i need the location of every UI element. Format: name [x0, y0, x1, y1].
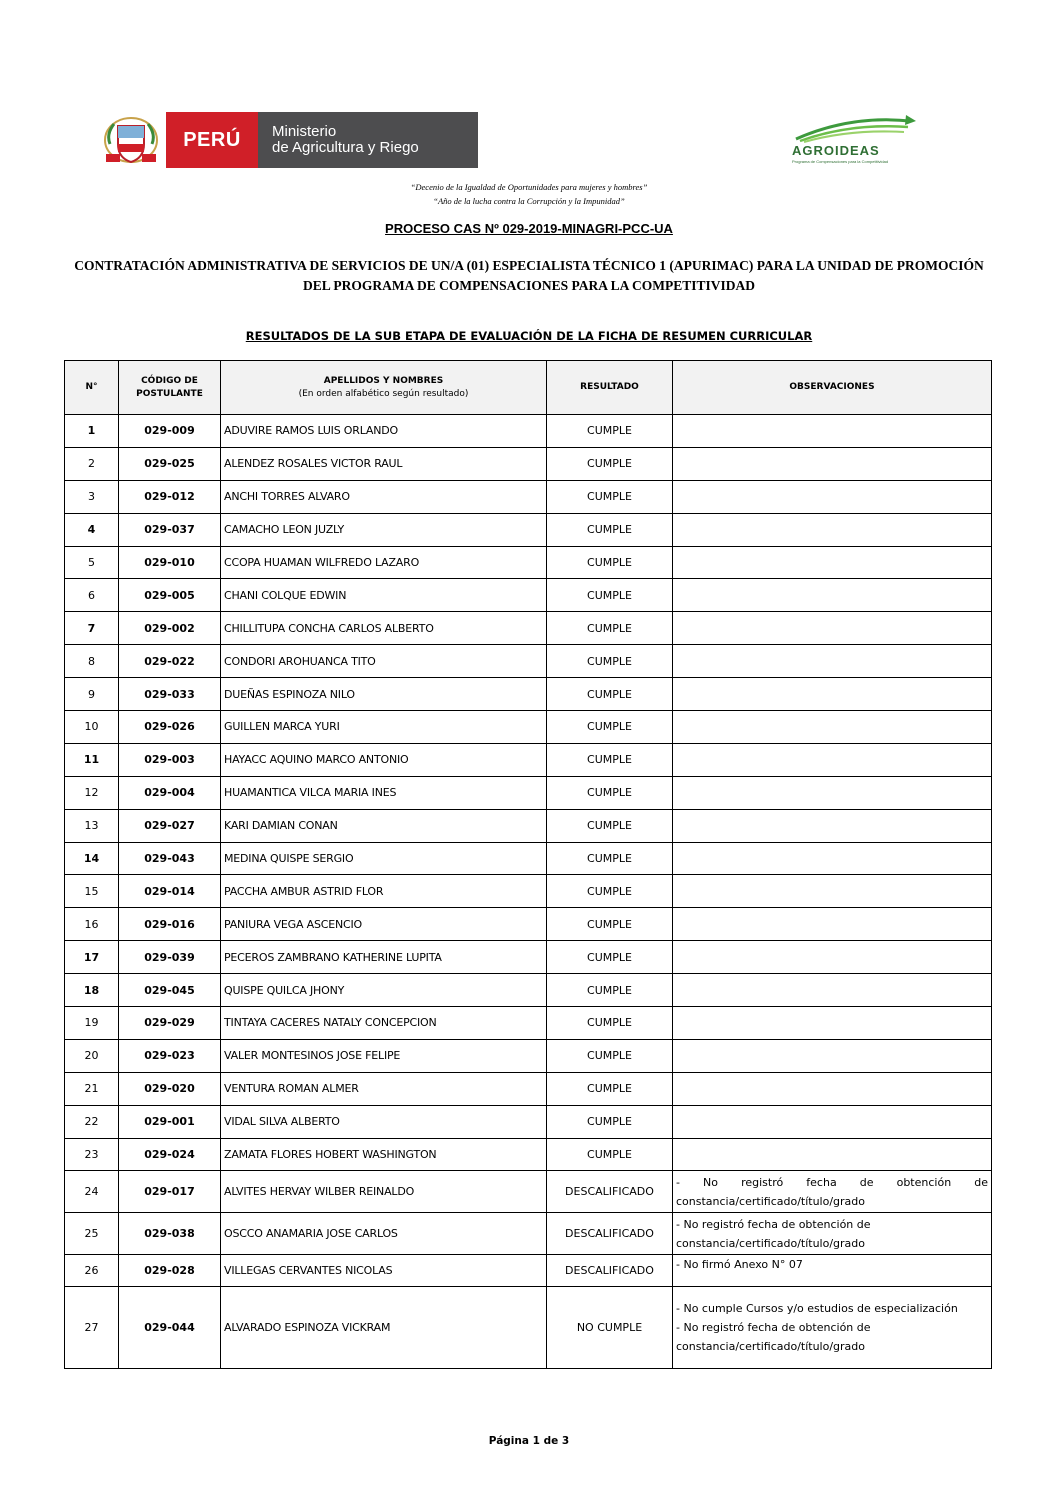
row-result: CUMPLE [547, 645, 673, 678]
row-code: 029-043 [119, 842, 221, 875]
row-observations [673, 842, 992, 875]
observation-line: - No cumple Cursos y/o estudios de especialización [676, 1302, 958, 1316]
row-number: 7 [65, 612, 119, 645]
row-observations [673, 612, 992, 645]
row-name: PACCHA AMBUR ASTRID FLOR [221, 875, 547, 908]
row-name: DUEÑAS ESPINOZA NILO [221, 678, 547, 711]
row-code: 029-004 [119, 776, 221, 809]
header-nombres [221, 361, 547, 415]
row-observations [673, 1007, 992, 1040]
coat-of-arms-icon [100, 114, 162, 166]
row-number: 16 [65, 908, 119, 941]
row-number: 8 [65, 645, 119, 678]
row-code: 029-024 [119, 1138, 221, 1171]
table-row [65, 809, 992, 842]
row-code: 029-045 [119, 974, 221, 1007]
row-result: CUMPLE [547, 875, 673, 908]
agroideas-name: AGROIDEAS [792, 143, 880, 158]
row-observations [673, 941, 992, 974]
row-result: NO CUMPLE [547, 1287, 673, 1369]
row-observations [673, 579, 992, 612]
row-code: 029-016 [119, 908, 221, 941]
anio-line: “Año de la lucha contra la Corrupción y la Impunidad” [433, 196, 625, 206]
row-observations [673, 546, 992, 579]
row-observations [673, 447, 992, 480]
row-observations [673, 513, 992, 546]
row-number: 14 [65, 842, 119, 875]
decenio-line: “Decenio de la Igualdad de Oportunidades para mujeres y hombres” [410, 182, 648, 192]
row-observations [673, 875, 992, 908]
row-result: CUMPLE [547, 612, 673, 645]
row-number: 25 [65, 1213, 119, 1255]
row-name: HAYACC AQUINO MARCO ANTONIO [221, 743, 547, 776]
row-result: CUMPLE [547, 842, 673, 875]
table-row [65, 579, 992, 612]
results-table [64, 360, 992, 1369]
row-name: QUISPE QUILCA JHONY [221, 974, 547, 1007]
row-name: HUAMANTICA VILCA MARIA INES [221, 776, 547, 809]
ministerio-line-2: de Agricultura y Riego [272, 139, 419, 156]
row-result: DESCALIFICADO [547, 1171, 673, 1213]
row-observations [673, 809, 992, 842]
row-observations [673, 645, 992, 678]
row-observations [673, 1138, 992, 1171]
row-code: 029-037 [119, 513, 221, 546]
row-name: ZAMATA FLORES HOBERT WASHINGTON [221, 1138, 547, 1171]
row-name: ALENDEZ ROSALES VICTOR RAUL [221, 447, 547, 480]
row-observations [673, 974, 992, 1007]
row-name: PECEROS ZAMBRANO KATHERINE LUPITA [221, 941, 547, 974]
proceso-title: PROCESO CAS Nº 029-2019-MINAGRI-PCC-UA [385, 221, 673, 236]
header-nombres-line-2: (En orden alfabético según resultado) [298, 388, 469, 399]
row-code: 029-002 [119, 612, 221, 645]
row-name: OSCCO ANAMARIA JOSE CARLOS [221, 1213, 547, 1255]
agroideas-logo [790, 113, 920, 165]
row-number: 21 [65, 1072, 119, 1105]
table-row [65, 1138, 992, 1171]
row-number: 20 [65, 1039, 119, 1072]
table-header-row [65, 361, 992, 415]
table-row [65, 1287, 992, 1369]
row-code: 029-009 [119, 415, 221, 448]
row-observations [673, 415, 992, 448]
row-number: 5 [65, 546, 119, 579]
row-observations [673, 743, 992, 776]
row-observations [673, 1039, 992, 1072]
table-row [65, 1171, 992, 1213]
row-name: KARI DAMIAN CONAN [221, 809, 547, 842]
row-result: CUMPLE [547, 1072, 673, 1105]
table-row [65, 645, 992, 678]
peru-label: PERÚ [166, 112, 258, 168]
row-result: CUMPLE [547, 1007, 673, 1040]
table-body [65, 415, 992, 1369]
row-number: 19 [65, 1007, 119, 1040]
row-code: 029-027 [119, 809, 221, 842]
row-code: 029-010 [119, 546, 221, 579]
row-code: 029-001 [119, 1105, 221, 1138]
row-observations: - No registró fecha de obtención de constancia/certificado/título/grado [673, 1171, 992, 1213]
agroideas-tagline: Programa de Compensaciones para la Competitividad [792, 159, 889, 164]
row-name: CCOPA HUAMAN WILFREDO LAZARO [221, 546, 547, 579]
header-observaciones: OBSERVACIONES [673, 361, 992, 415]
row-number: 11 [65, 743, 119, 776]
row-name: TINTAYA CACERES NATALY CONCEPCION [221, 1007, 547, 1040]
table-row [65, 974, 992, 1007]
row-name: ANCHI TORRES ALVARO [221, 480, 547, 513]
row-name: VALER MONTESINOS JOSE FELIPE [221, 1039, 547, 1072]
row-code: 029-003 [119, 743, 221, 776]
row-result: CUMPLE [547, 678, 673, 711]
row-number: 1 [65, 415, 119, 448]
row-number: 23 [65, 1138, 119, 1171]
table-row [65, 908, 992, 941]
agroideas-swoosh-icon [790, 113, 920, 143]
page-number: Página 1 de 3 [488, 1435, 570, 1447]
row-code: 029-026 [119, 711, 221, 744]
row-result: CUMPLE [547, 1039, 673, 1072]
table-row [65, 1007, 992, 1040]
row-result: CUMPLE [547, 974, 673, 1007]
table-row [65, 776, 992, 809]
minagri-logo [100, 112, 478, 168]
row-code: 029-025 [119, 447, 221, 480]
row-code: 029-017 [119, 1171, 221, 1213]
row-observations [673, 1072, 992, 1105]
row-code: 029-044 [119, 1287, 221, 1369]
row-code: 029-005 [119, 579, 221, 612]
row-code: 029-038 [119, 1213, 221, 1255]
row-name: VIDAL SILVA ALBERTO [221, 1105, 547, 1138]
row-observations: - No registró fecha de obtención de constancia/certificado/título/grado [673, 1213, 992, 1255]
table-row [65, 447, 992, 480]
row-observations [673, 480, 992, 513]
row-name: VILLEGAS CERVANTES NICOLAS [221, 1255, 547, 1287]
row-result: CUMPLE [547, 941, 673, 974]
table-row [65, 612, 992, 645]
row-number: 9 [65, 678, 119, 711]
row-number: 22 [65, 1105, 119, 1138]
ministerio-label [258, 112, 478, 168]
document-title: CONTRATACIÓN ADMINISTRATIVA DE SERVICIOS DE UN/A (01) ESPECIALISTA TÉCNICO 1 (APURIMAC) PARA LA UNIDAD DE PROMOCIÓN DEL PROGRAMA DE COMPENSACIONES PARA LA COMPETITIVIDAD [74, 258, 984, 293]
table-row [65, 1072, 992, 1105]
row-code: 029-020 [119, 1072, 221, 1105]
row-result: CUMPLE [547, 711, 673, 744]
table-row [65, 1105, 992, 1138]
row-result: CUMPLE [547, 1105, 673, 1138]
row-observations [673, 1287, 992, 1369]
row-number: 12 [65, 776, 119, 809]
observation-line: - No registró fecha de obtención de constancia/certificado/título/grado [676, 1321, 871, 1354]
table-row [65, 711, 992, 744]
row-result: CUMPLE [547, 513, 673, 546]
table-row [65, 1255, 992, 1287]
row-name: MEDINA QUISPE SERGIO [221, 842, 547, 875]
row-result: CUMPLE [547, 546, 673, 579]
row-code: 029-023 [119, 1039, 221, 1072]
row-number: 24 [65, 1171, 119, 1213]
row-observations: - No firmó Anexo N° 07 [673, 1255, 992, 1287]
row-name: ADUVIRE RAMOS LUIS ORLANDO [221, 415, 547, 448]
row-result: DESCALIFICADO [547, 1213, 673, 1255]
row-result: CUMPLE [547, 579, 673, 612]
header-nombres-line-1: APELLIDOS Y NOMBRES [323, 375, 444, 386]
row-result: CUMPLE [547, 743, 673, 776]
row-code: 029-028 [119, 1255, 221, 1287]
row-observations [673, 776, 992, 809]
row-name: VENTURA ROMAN ALMER [221, 1072, 547, 1105]
header-codigo [119, 361, 221, 415]
row-result: DESCALIFICADO [547, 1255, 673, 1287]
row-number: 6 [65, 579, 119, 612]
row-result: CUMPLE [547, 447, 673, 480]
row-code: 029-033 [119, 678, 221, 711]
row-result: CUMPLE [547, 1138, 673, 1171]
row-number: 17 [65, 941, 119, 974]
row-number: 13 [65, 809, 119, 842]
row-name: GUILLEN MARCA YURI [221, 711, 547, 744]
row-number: 10 [65, 711, 119, 744]
row-name: ALVARADO ESPINOZA VICKRAM [221, 1287, 547, 1369]
row-name: CHILLITUPA CONCHA CARLOS ALBERTO [221, 612, 547, 645]
row-code: 029-022 [119, 645, 221, 678]
row-name: PANIURA VEGA ASCENCIO [221, 908, 547, 941]
table-row [65, 842, 992, 875]
header-codigo-line-2: POSTULANTE [136, 388, 203, 399]
row-result: CUMPLE [547, 908, 673, 941]
row-observations [673, 711, 992, 744]
row-number: 27 [65, 1287, 119, 1369]
row-result: CUMPLE [547, 480, 673, 513]
row-name: CAMACHO LEON JUZLY [221, 513, 547, 546]
table-row [65, 875, 992, 908]
table-row [65, 1039, 992, 1072]
header-resultado: RESULTADO [547, 361, 673, 415]
row-code: 029-039 [119, 941, 221, 974]
table-row [65, 743, 992, 776]
row-number: 18 [65, 974, 119, 1007]
row-observations [673, 1105, 992, 1138]
table-row [65, 415, 992, 448]
row-observations [673, 908, 992, 941]
row-name: ALVITES HERVAY WILBER REINALDO [221, 1171, 547, 1213]
ministerio-line-1: Ministerio [272, 123, 337, 140]
row-name: CONDORI AROHUANCA TITO [221, 645, 547, 678]
row-observations [673, 678, 992, 711]
header-codigo-line-1: CÓDIGO DE [141, 375, 198, 386]
row-code: 029-014 [119, 875, 221, 908]
row-number: 4 [65, 513, 119, 546]
row-code: 029-029 [119, 1007, 221, 1040]
row-code: 029-012 [119, 480, 221, 513]
header-num: N° [65, 361, 119, 415]
row-result: CUMPLE [547, 415, 673, 448]
results-subtitle: RESULTADOS DE LA SUB ETAPA DE EVALUACIÓN DE LA FICHA DE RESUMEN CURRICULAR [245, 329, 813, 343]
row-name: CHANI COLQUE EDWIN [221, 579, 547, 612]
table-row [65, 1213, 992, 1255]
table-row [65, 678, 992, 711]
table-row [65, 513, 992, 546]
row-number: 15 [65, 875, 119, 908]
row-result: CUMPLE [547, 809, 673, 842]
row-number: 3 [65, 480, 119, 513]
row-number: 26 [65, 1255, 119, 1287]
table-row [65, 546, 992, 579]
row-number: 2 [65, 447, 119, 480]
table-row [65, 480, 992, 513]
row-result: CUMPLE [547, 776, 673, 809]
table-row [65, 941, 992, 974]
